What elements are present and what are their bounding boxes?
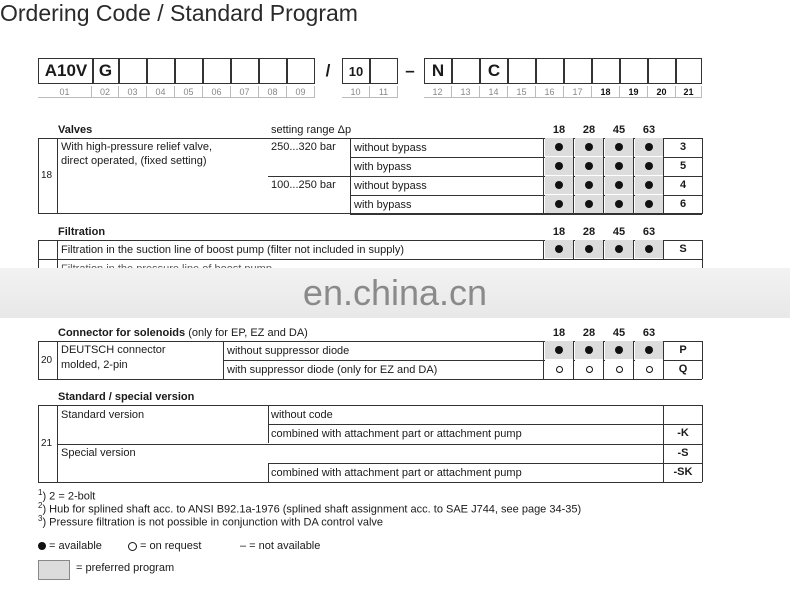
valves-option-label: without bypass [354, 180, 427, 192]
position-number: 01 [38, 86, 92, 98]
size-label: 63 [642, 226, 656, 238]
availability-cell [635, 240, 663, 258]
availability-cell [605, 240, 633, 258]
size-label: 18 [552, 124, 566, 136]
position-number: 07 [231, 86, 259, 98]
dash-symbol: – [240, 540, 247, 552]
option-code: -K [677, 427, 689, 439]
position-number: 02 [92, 86, 119, 98]
footnote-number: 2 [38, 501, 43, 510]
position-number: 18 [592, 86, 620, 98]
legend-preferred [76, 562, 174, 574]
availability-cell [575, 240, 603, 258]
code-separator: – [405, 61, 415, 80]
size-label: 63 [642, 327, 656, 339]
code-box [175, 58, 203, 84]
connector-title-text: Connector for solenoids [58, 327, 186, 339]
filled-circle-icon [615, 181, 623, 189]
footnote-text: ) Pressure filtration is not possible in conjunction with DA control valve [42, 516, 384, 529]
preferred-program-swatch [38, 560, 70, 580]
legend-on-request-text: = on request [140, 540, 202, 552]
code-box [536, 58, 564, 84]
filled-circle-icon [585, 346, 593, 354]
code-box: 10 [342, 58, 370, 84]
filled-circle-icon [645, 143, 653, 151]
valves-row-number: 18 [41, 170, 53, 181]
filled-circle-icon [585, 143, 593, 151]
option-code: 6 [679, 198, 687, 210]
availability-cell [635, 138, 663, 156]
valves-desc-line2: direct operated, (fixed setting) [61, 155, 207, 167]
filled-circle-icon [615, 200, 623, 208]
code-box [620, 58, 648, 84]
position-number: 03 [119, 86, 147, 98]
filled-circle-icon [555, 200, 563, 208]
setting-range-header: setting range Δp [271, 124, 352, 136]
legend-preferred-text: = preferred program [76, 562, 175, 574]
position-number: 15 [508, 86, 536, 98]
position-number: 04 [147, 86, 175, 98]
filled-circle-icon [615, 162, 623, 170]
option-code: 5 [679, 160, 687, 172]
availability-cell [575, 176, 603, 194]
position-number: 20 [648, 86, 676, 98]
filled-circle-icon [555, 346, 563, 354]
footnote-text: ) 2 = 2-bolt [42, 490, 96, 503]
availability-cell [605, 157, 633, 175]
code-box [452, 58, 480, 84]
code-box [119, 58, 147, 84]
position-number: 10 [342, 86, 370, 98]
code-box [147, 58, 175, 84]
filled-circle-icon [585, 245, 593, 253]
filled-circle-icon [645, 181, 653, 189]
availability-cell [635, 360, 663, 378]
code-separator: / [325, 61, 331, 80]
availability-cell [605, 138, 633, 156]
filled-circle-icon [555, 162, 563, 170]
option-code [665, 405, 701, 423]
position-number: 09 [287, 86, 315, 98]
size-label: 18 [552, 226, 566, 238]
standard-option-label: combined with attachment part or attachment pump [271, 428, 522, 440]
filled-circle-icon [645, 200, 653, 208]
position-number: 16 [536, 86, 564, 98]
size-label: 28 [582, 226, 596, 238]
filled-circle-icon [615, 143, 623, 151]
filled-circle-icon [645, 245, 653, 253]
availability-cell [545, 240, 573, 258]
open-circle-icon [556, 366, 563, 373]
availability-cell [545, 176, 573, 194]
connector-option-label: without suppressor diode [227, 345, 350, 357]
position-number: 17 [564, 86, 592, 98]
code-box [287, 58, 315, 84]
filled-circle-icon [585, 181, 593, 189]
code-box [592, 58, 620, 84]
availability-cell [605, 360, 633, 378]
size-label: 28 [582, 124, 596, 136]
valves-desc-line1: With high-pressure relief valve, [61, 141, 213, 153]
availability-cell [545, 157, 573, 175]
size-label: 18 [552, 327, 566, 339]
filled-circle-icon [645, 346, 653, 354]
size-label: 45 [612, 226, 626, 238]
code-box [508, 58, 536, 84]
filtration-row-label: Filtration in the suction line of boost pump (filter not included in supply) [61, 244, 405, 256]
filled-circle-icon [555, 181, 563, 189]
position-number: 19 [620, 86, 648, 98]
availability-cell [545, 138, 573, 156]
position-number: 13 [452, 86, 480, 98]
legend-on-request [128, 540, 201, 552]
position-number: 11 [370, 86, 398, 98]
availability-cell [575, 360, 603, 378]
filled-circle-icon [615, 245, 623, 253]
code-box: C [480, 58, 508, 84]
availability-cell [635, 176, 663, 194]
option-code: -S [677, 447, 689, 459]
standard-title: Standard / special version [58, 391, 195, 403]
watermark-text: en.china.cn [302, 272, 488, 313]
code-box [259, 58, 287, 84]
availability-cell [605, 341, 633, 359]
legend-not-available-text: = not available [249, 540, 321, 552]
code-box [648, 58, 676, 84]
code-box [676, 58, 702, 84]
filled-circle-icon [555, 143, 563, 151]
page-title: Ordering Code / Standard Program [0, 0, 358, 26]
position-number: 14 [480, 86, 508, 98]
option-code: Q [678, 363, 688, 375]
standard-row-number: 21 [41, 438, 53, 449]
connector-option-label: with suppressor diode (only for EZ and DA) [227, 364, 438, 376]
footnote-number: 1 [38, 488, 43, 497]
standard-version-label: Standard version [61, 409, 145, 421]
open-circle-icon [586, 366, 593, 373]
option-code: 3 [679, 141, 687, 153]
connector-title [58, 327, 308, 339]
valves-option-label: without bypass [354, 142, 427, 154]
connector-row-number: 20 [41, 355, 53, 366]
connector-desc-line1: DEUTSCH connector [61, 344, 166, 356]
position-number: 06 [203, 86, 231, 98]
size-label: 63 [642, 124, 656, 136]
availability-cell [545, 341, 573, 359]
size-label: 28 [582, 327, 596, 339]
availability-cell [635, 195, 663, 213]
option-code: 4 [679, 179, 687, 191]
connector-title-note: (only for EP, EZ and DA) [188, 327, 308, 339]
position-number: 21 [676, 86, 702, 98]
filled-circle-icon [645, 162, 653, 170]
open-circle-icon [646, 366, 653, 373]
legend-available-text: = available [49, 540, 102, 552]
standard-option-label: without code [271, 409, 333, 421]
availability-cell [575, 341, 603, 359]
valves-title: Valves [58, 124, 93, 136]
position-number: 12 [424, 86, 452, 98]
code-box: N [424, 58, 452, 84]
availability-cell [545, 360, 573, 378]
standard-option-label: combined with attachment part or attachment pump [271, 467, 522, 479]
code-box [231, 58, 259, 84]
availability-cell [575, 195, 603, 213]
availability-cell [575, 157, 603, 175]
valves-option-label: with bypass [354, 161, 412, 173]
availability-cell [545, 195, 573, 213]
footnote [38, 514, 383, 529]
legend-available [38, 540, 102, 552]
connector-desc-line2: molded, 2-pin [61, 359, 128, 371]
option-code: -SK [673, 466, 693, 478]
legend-not-available [240, 540, 320, 552]
size-label: 45 [612, 124, 626, 136]
position-number: 08 [259, 86, 287, 98]
code-box: G [92, 58, 119, 84]
availability-cell [635, 341, 663, 359]
availability-cell [605, 176, 633, 194]
filled-circle-icon [585, 200, 593, 208]
valves-range-2: 100...250 bar [271, 179, 336, 191]
availability-cell [635, 157, 663, 175]
availability-cell [605, 195, 633, 213]
filled-circle-icon [38, 542, 46, 550]
footnote-number: 3 [38, 514, 43, 523]
valves-option-label: with bypass [354, 199, 412, 211]
filled-circle-icon [555, 245, 563, 253]
option-code: S [679, 243, 687, 255]
code-box: A10V [38, 58, 94, 84]
code-box [203, 58, 231, 84]
open-circle-icon [616, 366, 623, 373]
filled-circle-icon [585, 162, 593, 170]
position-number: 05 [175, 86, 203, 98]
filled-circle-icon [615, 346, 623, 354]
special-version-label: Special version [61, 447, 136, 459]
option-code: P [679, 344, 687, 356]
availability-cell [575, 138, 603, 156]
size-label: 45 [612, 327, 626, 339]
valves-range-1: 250...320 bar [271, 141, 336, 153]
code-box [564, 58, 592, 84]
open-circle-icon [128, 542, 137, 551]
filtration-title: Filtration [58, 226, 106, 238]
code-box [370, 58, 398, 84]
footnote-text: ) Hub for splined shaft acc. to ANSI B92.1a-1976 (splined shaft assignment acc. to SAE J744, see page 34-35) [42, 503, 582, 516]
